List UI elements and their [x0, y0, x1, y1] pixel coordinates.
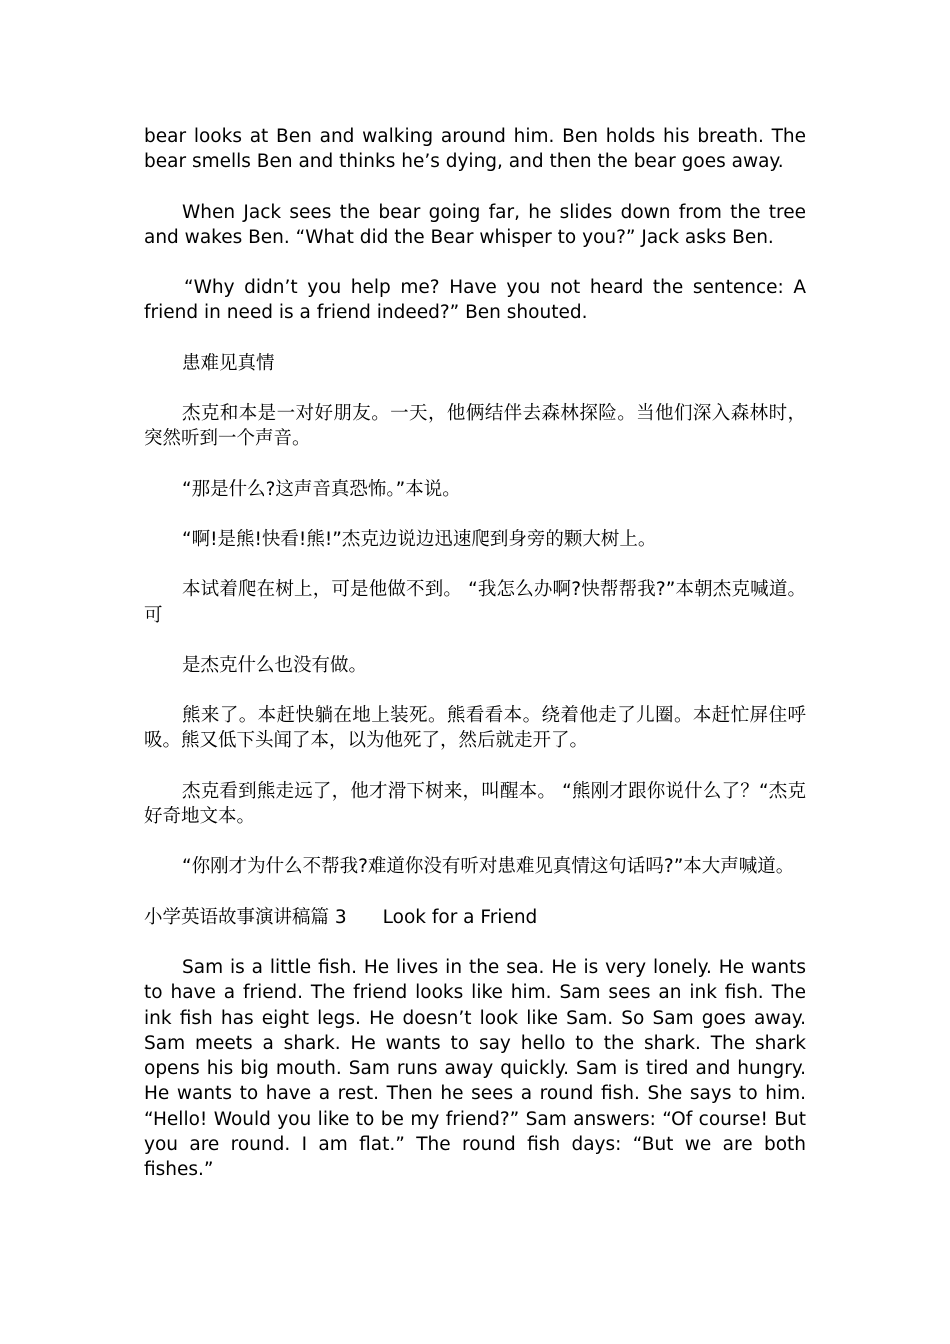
- section-heading: [144, 905, 806, 930]
- paragraph-ben-shouted: “Why didn’t you help me? Have you not heard the sentence: A friend in need is a friend indeed?” Ben shouted.: [144, 277, 806, 324]
- heading-prefix: 小学英语故事演讲稿篇 3: [144, 906, 347, 928]
- paragraph-cn-friends: 杰克和本是一对好朋友。一天，他俩结伴去森林探险。当他们深入森林时，突然听到一个声音。: [144, 403, 806, 450]
- heading-title: Look for a Friend: [382, 906, 538, 928]
- paragraph-cn-jack-nothing: 是杰克什么也没有做。: [182, 654, 368, 676]
- paragraph-jack-slides-down: When Jack sees the bear going far, he slides down from the tree and wakes Ben. “What did the Bear whisper to you?” Jack asks Ben.: [144, 201, 806, 248]
- paragraph-cn-ben-shouts: “你刚才为什么不帮我?难道你没有听对患难见真情这句话吗?”本大声喊道。: [182, 856, 795, 878]
- paragraph-bear-smells: bear looks at Ben and walking around him. Ben holds his breath. The bear smells Ben and thinks he’s dying, and then the bear goes away.: [144, 126, 806, 173]
- chinese-title: 患难见真情: [182, 352, 275, 374]
- paragraph-cn-ben-tries: 本试着爬在树上，可是他做不到。 “我怎么办啊?快帮帮我?”本朝杰克喊道。可: [144, 579, 806, 626]
- paragraph-cn-jack-wakes: 杰克看到熊走远了，他才滑下树来，叫醒本。 “熊刚才跟你说什么了？“杰克好奇地文本。: [144, 780, 806, 828]
- paragraph-cn-bear-came: 熊来了。本赶快躺在地上装死。熊看看本。绕着他走了儿圈。本赶忙屏住呼吸。熊又低下头闻了本，以为他死了，然后就走开了。: [144, 705, 806, 752]
- paragraph-cn-bear: “啊!是熊!快看!熊!”杰克边说边迅速爬到身旁的颗大树上。: [182, 528, 657, 550]
- paragraph-cn-what-is-that: “那是什么?这声音真恐怖。”本说。: [182, 478, 461, 500]
- paragraph-sam-fish: Sam is a little fish. He lives in the sea. He is very lonely. He wants to have a friend. The friend looks like him. Sam sees an ink fish. The ink fish has eight legs. He doesn’t look like Sam. So Sam goes away. Sam meets a shark. He wants to say hello to the shark. The shark opens his big mouth. Sam runs away quickly. Sam is tired and hungry. He wants to have a rest. Then he sees a round fish. She says to him. “Hello! Would you like to be my friend?” Sam answers: “Of course! But you are round. I am flat.” The round fish days: “But we are both fishes.”: [144, 956, 806, 1181]
- document-page: [144, 124, 806, 1208]
